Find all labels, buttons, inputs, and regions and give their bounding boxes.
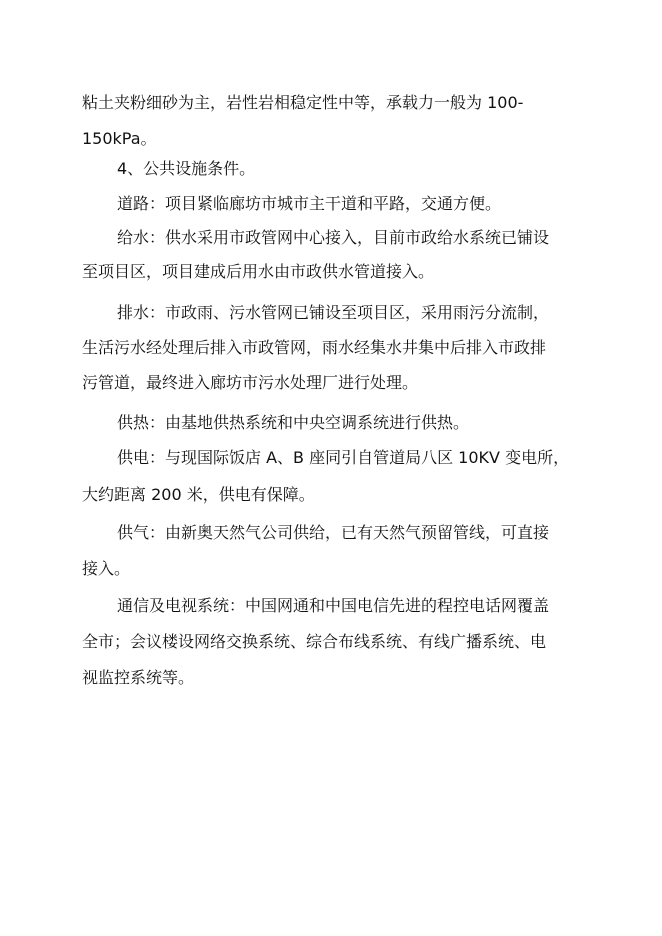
text-line: 全市；会议楼设网络交换系统、综合布线系统、有线广播系统、电	[82, 632, 547, 651]
text-line: 给水：供水采用市政管网中心接入，目前市政给水系统已铺设	[117, 228, 550, 247]
text-line: 生活污水经处理后排入市政管网，雨水经集水井集中后排入市政排	[82, 338, 547, 357]
text-line: 接入。	[82, 559, 131, 578]
text-line: 150kPa。	[82, 129, 157, 148]
text-line: 大约距离 200 米，供电有保障。	[82, 485, 315, 504]
text-line: 道路：项目紧临廊坊市城市主干道和平路，交通方便。	[117, 194, 502, 213]
text-line: 通信及电视系统：中国网通和中国电信先进的程控电话网覆盖	[117, 596, 550, 615]
section-heading: 4、公共设施条件。	[117, 159, 256, 178]
text-line: 供气：由新奥天然气公司供给，已有天然气预留管线，可直接	[117, 523, 550, 542]
text-line: 粘土夹粉细砂为主，岩性岩相稳定性中等，承载力一般为 100-	[82, 93, 524, 112]
text-line: 供热：由基地供热系统和中央空调系统进行供热。	[117, 413, 470, 432]
text-line: 排水：市政雨、污水管网已铺设至项目区，采用雨污分流制，	[117, 303, 550, 322]
text-line: 污管道，最终进入廊坊市污水处理厂进行处理。	[82, 373, 419, 392]
text-line: 至项目区，项目建成后用水由市政供水管道接入。	[82, 262, 435, 281]
text-line: 供电：与现国际饭店 A、B 座同引自管道局八区 10KV 变电所，	[117, 448, 570, 467]
text-line: 视监控系统等。	[82, 668, 195, 687]
